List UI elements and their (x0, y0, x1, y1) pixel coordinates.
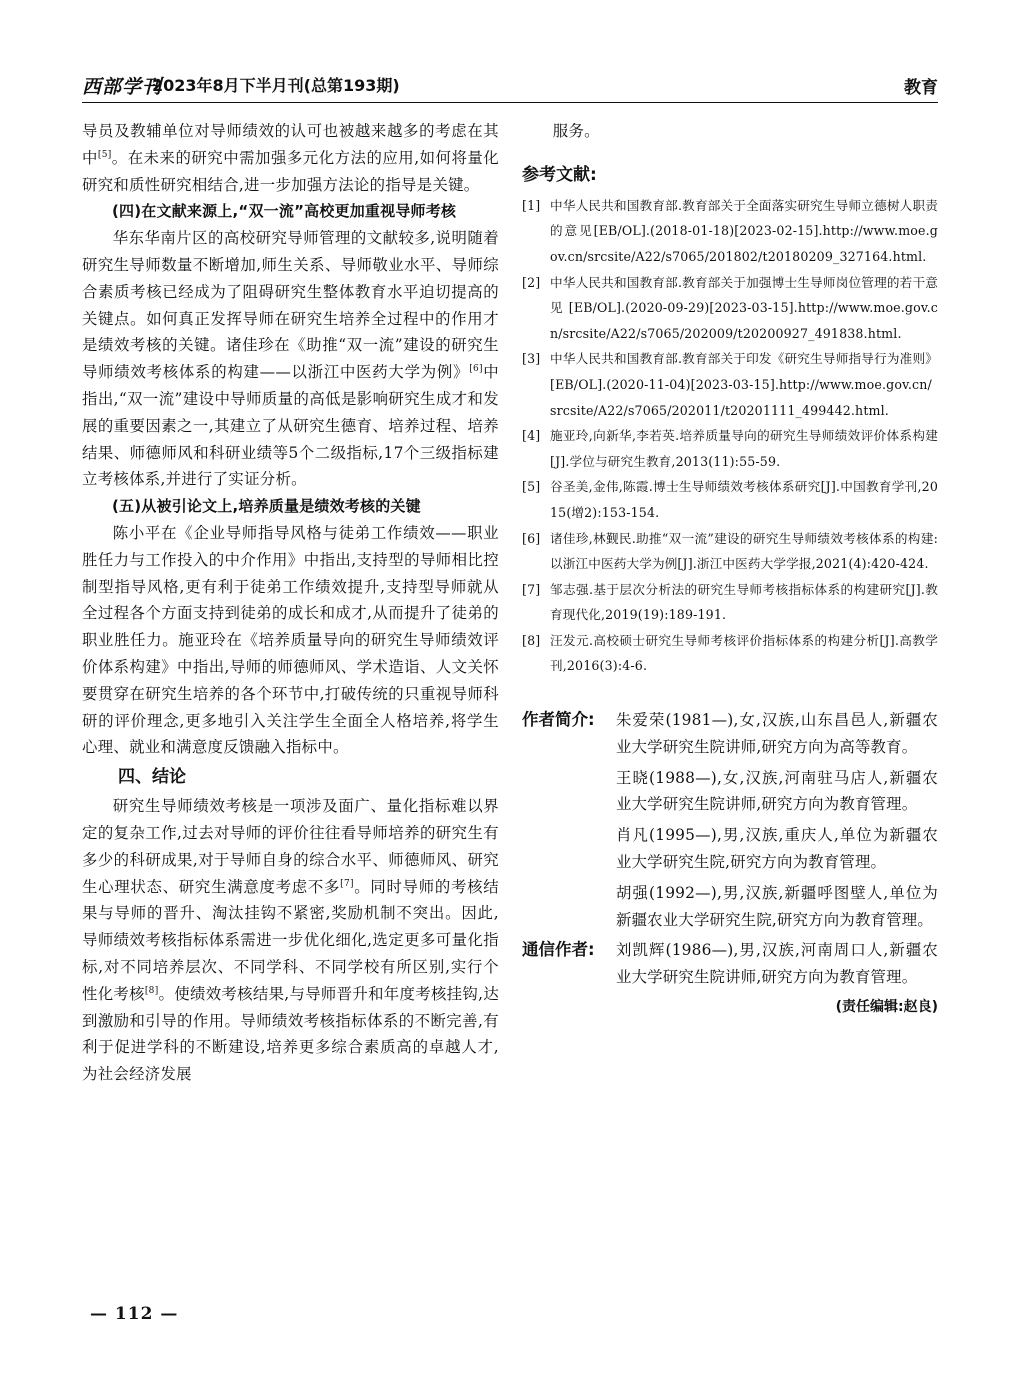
body-paragraph: 陈小平在《企业导师指导风格与徒弟工作绩效——职业胜任力与工作投入的中介作用》中指出,支持型的导师相比控制型指导风格,更有利于徒弟工作绩效提升,支持型导师就从全过程各个方面支持到徒弟的成长和成才,从而提升了徒弟的职业胜任力。施亚玲在《培养质量导向的研究生导师绩效评价体系构建》中指出,导师的师德师风、学术造诣、人文关怀要贯穿在研究生培养的各个环节中,打破传统的只重视导师科研的评价理念,更多地引入关注学生全面全人格培养,将学生心理、就业和满意度反馈融入指标中。 (82, 523, 499, 757)
reference-list (522, 193, 938, 679)
reference-item: [1] 中华人民共和国教育部.教育部关于全面落实研究生导师立德树人职责的意见[EB/OL].(2018-01-18)[2023-02-15].http://www.moe.gov.cn/srcsite/A22/s7065/201802/t20180209_327164.html. (522, 197, 938, 264)
corresponding-author-label: 通信作者: (522, 940, 595, 960)
reference-item: [6] 诸佳珍,林觐民.助推“双一流”建设的研究生导师绩效考核体系的构建:以浙江中医药大学为例[J].浙江中医药大学学报,2021(4):420-424. (522, 530, 938, 572)
author-bio: 王晓(1988—),女,汉族,河南驻马店人,新疆农业大学研究生院讲师,研究方向为教育管理。 (616, 768, 938, 814)
reference-item: [2] 中华人民共和国教育部.教育部关于加强博士生导师岗位管理的若干意见[EB/OL].(2020-09-29)[2023-03-15].http://www.moe.gov.cn/srcsite/A22/s7065/202009/t20200927_491838.html. (522, 274, 938, 341)
right-column (522, 118, 938, 1019)
references-heading: 参考文献: (522, 164, 597, 185)
corresponding-author-block (522, 937, 938, 991)
author-bio-block (522, 707, 938, 933)
section-name: 教育 (904, 78, 938, 98)
page-number: — 112 — (90, 1304, 179, 1324)
citation[interactable]: [5] (97, 149, 112, 160)
editor-credit: (责任编辑:赵良) (835, 999, 938, 1016)
body-paragraph: 服务。 (552, 122, 600, 140)
citation[interactable]: [7] (340, 878, 354, 889)
journal-logo: 西部学刊 (82, 76, 163, 98)
body-paragraph: 华东华南片区的高校研究导师管理的文献较多,说明随着研究生导师数量不断增加,师生关系、导师敬业水平、导师综合素质考核已经成为了阻碍研究生整体教育水平迫切提高的关键点。如何真正发挥导师在研究生培养全过程中的作用才是绩效考核的关键。诸佳珍在《助推“双一流”建设的研究生导师绩效考核体系的构建——以浙江中医药大学为例》[6]中指出,“双一流”建设中导师质量的高低是影响研究生成才和发展的重要因素之一,其建立了从研究生德育、培养过程、培养结果、师德师风和科研业绩等5个二级指标,17个三级指标建立考核体系,并进行了实证分析。 (82, 229, 499, 489)
author-bio: 肖凡(1995—),男,汉族,重庆人,单位为新疆农业大学研究生院,研究方向为教育管理。 (616, 826, 938, 872)
subsection-heading: (五)从被引论文上,培养质量是绩效考核的关键 (112, 497, 421, 516)
left-column (82, 118, 499, 1088)
reference-item: [5] 谷圣美,金伟,陈霞.博士生导师绩效考核体系研究[J].中国教育学刊,2015(增2):153-154. (522, 479, 938, 520)
author-bio-label: 作者简介: (522, 710, 595, 730)
citation[interactable]: [8] (144, 985, 159, 996)
reference-item: [7] 邹志强.基于层次分析法的研究生导师考核指标体系的构建研究[J].教育现代化,2019(19):189-191. (522, 581, 938, 623)
corresponding-author-bio: 刘凯辉(1986—),男,汉族,河南周口人,新疆农业大学研究生院讲师,研究方向为教育管理。 (616, 941, 938, 987)
reference-item: [8] 汪发元.高校硕士研究生导师考核评价指标体系的构建分析[J].高教学刊,2016(3):4-6. (522, 632, 938, 674)
header-rule (82, 102, 938, 103)
citation[interactable]: [6] (469, 364, 483, 375)
author-bio: 胡强(1992—),男,汉族,新疆呼图壁人,单位为新疆农业大学研究生院,研究方向为教育管理。 (616, 883, 938, 929)
body-paragraph: 导员及教辅单位对导师绩效的认可也被越来越多的考虑在其中[5]。在未来的研究中需加强多元化方法的应用,如何将量化研究和质性研究相结合,进一步加强方法论的指导是关键。 (82, 122, 499, 194)
author-bio: 朱爱荣(1981—),女,汉族,山东昌邑人,新疆农业大学研究生院讲师,研究方向为高等教育。 (616, 711, 938, 756)
issue-info: 2023年8月下半月刊(总第193期) (152, 76, 400, 95)
subsection-heading: (四)在文献来源上,“双一流”高校更加重视导师考核 (112, 202, 457, 221)
section-heading: 四、结论 (118, 767, 186, 788)
running-header (82, 72, 938, 102)
body-paragraph: 研究生导师绩效考核是一项涉及面广、量化指标难以界定的复杂工作,过去对导师的评价往往看导师培养的研究生有多少的科研成果,对于导师自身的综合水平、师德师风、研究生心理状态、研究生满意度考虑不多[7]。同时导师的考核结果与导师的晋升、淘汰挂钩不紧密,奖励机制不突出。因此,导师绩效考核指标体系需进一步优化细化,选定更多可量化指标,对不同培养层次、不同学科、不同学校有所区别,实行个性化考核[8]。使绩效考核结果,与导师晋升和年度考核挂钩,达到激励和引导的作用。导师绩效考核指标体系的不断完善,有利于促进学科的不断建设,培养更多综合素质高的卓越人才,为社会经济发展 (82, 797, 500, 1084)
reference-item: [4] 施亚玲,向新华,李若英.培养质量导向的研究生导师绩效评价体系构建[J].学位与研究生教育,2013(11):55-59. (522, 428, 938, 469)
reference-item: [3] 中华人民共和国教育部.教育部关于印发《研究生导师指导行为准则》[EB/OL].(2020-11-04)[2023-03-15].http://www.moe.gov.cn/srcsite/A22/s7065/202011/t20201111_499442.html. (522, 351, 938, 418)
